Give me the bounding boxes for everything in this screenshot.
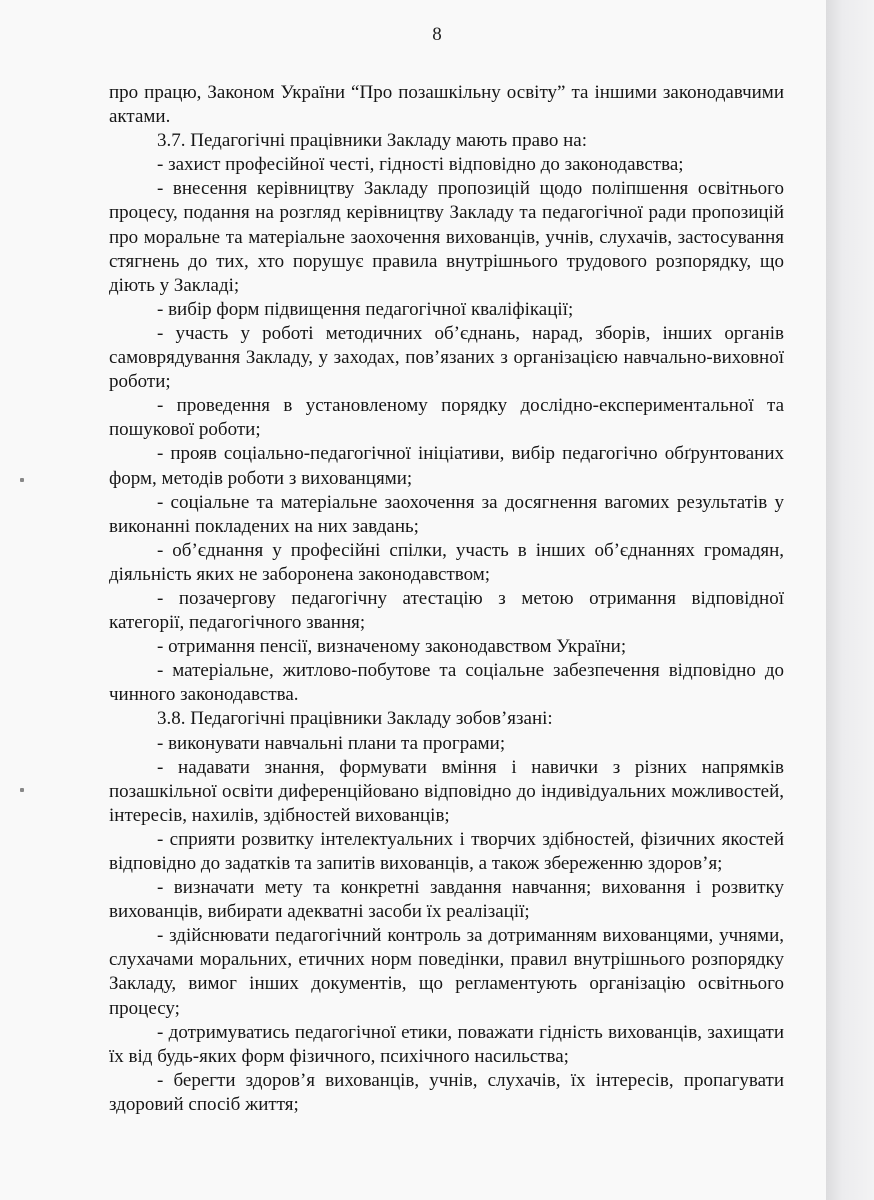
next-page-edge — [826, 0, 874, 1200]
list-item: - сприяти розвитку інтелектуальних і творчих здібностей, фізичних якостей відповідно до задатків та запитів вихованців, а також збереженню здоров’я; — [109, 828, 784, 874]
list-item: - вибір форм підвищення педагогічної кваліфікації; — [157, 298, 574, 320]
list-item: - об’єднання у професійні спілки, участь в інших об’єднаннях громадян, діяльність яких не заборонена законодавством; — [109, 539, 784, 585]
list-item: - отримання пенсії, визначеному законодавством України; — [157, 636, 627, 658]
list-item: - здійснювати педагогічний контроль за дотриманням вихованцями, учнями, слухачами моральних, етичних норм поведінки, правил внутрішнього розпорядку Закладу, вимог інших документів, що регламентують організацію освітнього процесу; — [109, 925, 784, 1019]
binding-hole-mark — [20, 788, 24, 792]
list-item: - соціальне та матеріальне заохочення за досягнення вагомих результатів у виконанні покладених на них завдань; — [109, 491, 784, 537]
list-item: - визначати мету та конкретні завдання навчання; виховання і розвитку вихованців, вибирати адекватні засоби їх реалізації; — [109, 877, 784, 923]
list-item: - внесення керівництву Закладу пропозицій щодо поліпшення освітнього процесу, подання на розгляд керівництву Закладу та педагогічної ради пропозицій про моральне та матеріальне заохочення вихованців, учнів, слухачів, застосування стягнень до тих, хто порушує правила внутрішнього трудового розпорядку, що діють у Закладі; — [109, 178, 784, 296]
section-heading-3-8: 3.8. Педагогічні працівники Закладу зобов’язані: — [157, 708, 553, 730]
binding-hole-mark — [20, 478, 24, 482]
section-heading-3-7: 3.7. Педагогічні працівники Закладу мають право на: — [157, 130, 587, 152]
paragraph: про працю, Законом України “Про позашкільну освіту” та іншими законодавчими актами. — [109, 82, 784, 128]
list-item: - матеріальне, житлово-побутове та соціальне забезпечення відповідно до чинного законодавства. — [109, 660, 784, 706]
binding-marks — [20, 0, 30, 1200]
list-item: - участь у роботі методичних об’єднань, нарад, зборів, інших органів самоврядування Закладу, у заходах, пов’язаних з організацією навчально-виховної роботи; — [109, 322, 784, 393]
page-number: 8 — [432, 24, 442, 45]
list-item: - виконувати навчальні плани та програми; — [157, 732, 506, 754]
list-item: - дотримуватись педагогічної етики, поважати гідність вихованців, захищати їх від будь-яких форм фізичного, психічного насильства; — [109, 1021, 784, 1067]
list-item: - захист професійної честі, гідності відповідно до законодавства; — [157, 154, 684, 176]
list-item: - позачергову педагогічну атестацію з метою отримання відповідної категорії, педагогічного звання; — [109, 587, 784, 634]
list-item: - надавати знання, формувати вміння і навички з різних напрямків позашкільної освіти диференційовано відповідно до індивідуальних можливостей, інтересів, нахилів, здібностей вихованців; — [109, 756, 784, 826]
list-item: - берегти здоров’я вихованців, учнів, слухачів, їх інтересів, пропагувати здоровий спосіб життя; — [109, 1069, 784, 1115]
list-item: - проведення в установленому порядку дослідно-експериментальної та пошукової роботи; — [109, 395, 784, 441]
page-body — [109, 81, 784, 1117]
list-item: - прояв соціально-педагогічної ініціативи, вибір педагогічно обґрунтованих форм, методів роботи з вихованцями; — [109, 443, 784, 489]
